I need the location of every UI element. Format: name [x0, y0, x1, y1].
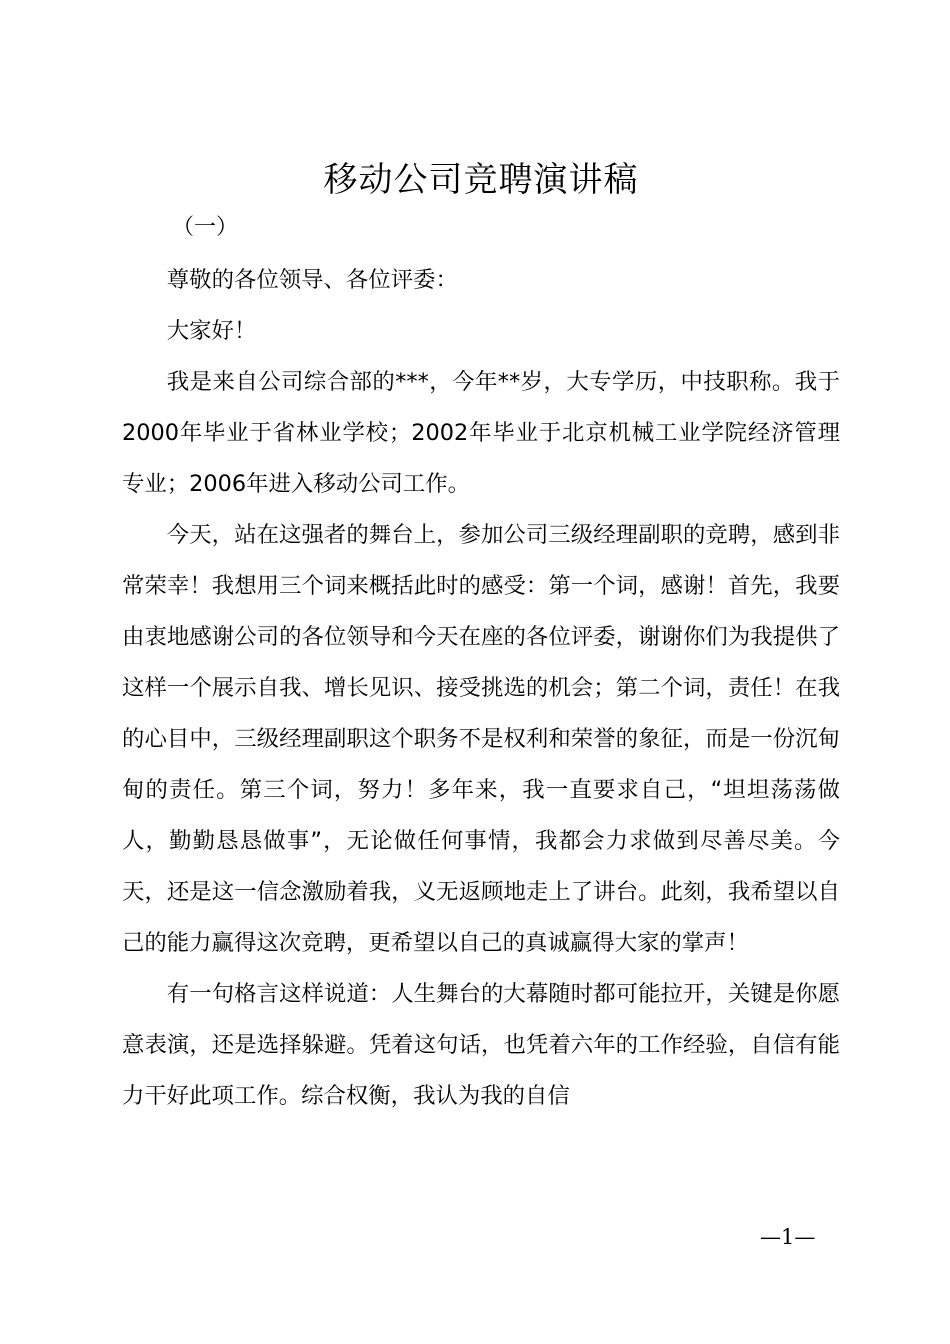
document-title: 移动公司竞聘演讲稿	[323, 160, 639, 200]
salutation-paragraph: 尊敬的各位领导、各位评委：	[166, 267, 458, 293]
greeting-paragraph: 大家好！	[166, 318, 257, 344]
page-number: —1—	[760, 1225, 816, 1249]
document-body	[122, 255, 840, 1122]
introduction-paragraph: 我是来自公司综合部的***，今年**岁，大专学历，中技职称。我于2000年毕业于省林业学校；2002年毕业于北京机械工业学院经济管理专业；2006年进入移动公司工作。	[122, 369, 840, 497]
motivation-paragraph: 今天，站在这强者的舞台上，参加公司三级经理副职的竞聘，感到非常荣幸！我想用三个词来概括此时的感受：第一个词，感谢！首先，我要由衷地感谢公司的各位领导和今天在座的各位评委，谢谢你们为我提供了这样一个展示自我、增长见识、接受挑选的机会；第二个词，责任！在我的心目中，三级经理副职这个职务不是权利和荣誉的象征，而是一份沉甸甸的责任。第三个词，努力！多年来，我一直要求自己，“坦坦荡荡做人，勤勤恳恳做事”，无论做任何事情，我都会力求做到尽善尽美。今天，还是这一信念激励着我，义无返顾地走上了讲台。此刻，我希望以自己的能力赢得这次竞聘，更希望以自己的真诚赢得大家的掌声！	[122, 522, 840, 956]
section-marker: （一）	[172, 215, 239, 240]
confidence-paragraph: 有一句格言这样说道：人生舞台的大幕随时都可能拉开，关键是你愿意表演，还是选择躲避。凭着这句话，也凭着六年的工作经验，自信有能力干好此项工作。综合权衡，我认为我的自信	[122, 981, 840, 1109]
